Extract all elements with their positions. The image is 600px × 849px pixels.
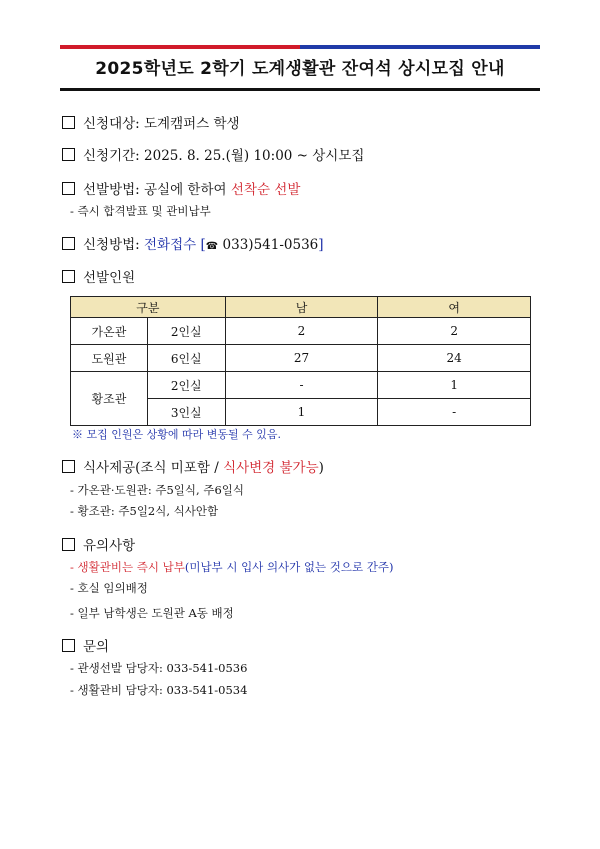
apply-bracket-open: [ — [200, 237, 206, 253]
cell-room: 6인실 — [147, 345, 225, 372]
table-row — [71, 318, 531, 345]
target-value: 도계캠퍼스 학생 — [144, 116, 240, 132]
cell-dorm: 황조관 — [71, 372, 148, 426]
header-female: 여 — [378, 297, 531, 318]
selection-note: ※ 모집 인원은 상황에 따라 변동될 수 있음. — [72, 428, 281, 441]
section-apply — [62, 235, 324, 255]
cell-dorm: 가온관 — [71, 318, 148, 345]
checkbox-square-icon — [62, 182, 75, 195]
cell-male: - — [225, 372, 378, 399]
page-title: 2025학년도 2학기 도계생활관 잔여석 상시모집 안내 — [95, 59, 505, 79]
target-label: 신청대상: — [83, 116, 140, 132]
section-meals — [62, 458, 324, 478]
method-highlight: 선착순 선발 — [230, 182, 301, 198]
period-label: 신청기간: — [83, 148, 140, 164]
meals-label-suffix: ) — [318, 460, 324, 476]
checkbox-square-icon — [62, 237, 75, 250]
meals-label-prefix: 식사제공(조식 미포함 / — [83, 460, 224, 476]
checkbox-square-icon — [62, 639, 75, 652]
checkbox-square-icon — [62, 148, 75, 161]
apply-label: 신청방법: — [83, 237, 140, 253]
contact-item: - 생활관비 담당자: 033-541-0534 — [70, 683, 248, 697]
period-value: 2025. 8. 25.(월) 10:00 ~ 상시모집 — [144, 148, 365, 164]
apply-phone: 033)541-0536 — [222, 237, 319, 253]
title-top-bar-blue — [300, 45, 540, 49]
header-male: 남 — [225, 297, 378, 318]
cell-room: 2인실 — [147, 318, 225, 345]
cell-male: 27 — [225, 345, 378, 372]
notes-item-3: - 일부 남학생은 도원관 A동 배정 — [70, 606, 234, 620]
notes-item-1-highlight: - 생활관비는 즉시 납부 — [70, 560, 185, 574]
cell-room: 2인실 — [147, 372, 225, 399]
notes-item-1-rest: (미납부 시 입사 의사가 없는 것으로 간주) — [184, 560, 394, 574]
method-value: 공실에 한하여 — [144, 182, 227, 198]
cell-dorm: 도원관 — [71, 345, 148, 372]
meals-label-highlight: 식사변경 불가능 — [223, 460, 319, 476]
method-sub: - 즉시 합격발표 및 관비납부 — [70, 204, 211, 218]
cell-male: 2 — [225, 318, 378, 345]
notes-item-1 — [70, 559, 394, 575]
contact-label: 문의 — [83, 639, 110, 655]
apply-bracket-close: ] — [318, 237, 324, 253]
cell-female: - — [378, 399, 531, 426]
notes-item-2: - 호실 임의배정 — [70, 581, 148, 595]
contact-item: - 관생선발 담당자: 033-541-0536 — [70, 661, 248, 675]
table-row — [71, 372, 531, 399]
selection-label: 선발인원 — [83, 270, 136, 286]
method-label: 선발방법: — [83, 182, 140, 198]
phone-icon: ☎ — [205, 241, 219, 252]
selection-table — [70, 296, 531, 426]
checkbox-square-icon — [62, 460, 75, 473]
section-period — [62, 146, 364, 166]
cell-male: 1 — [225, 399, 378, 426]
checkbox-square-icon — [62, 538, 75, 551]
section-notes — [62, 536, 135, 556]
section-contact — [62, 637, 109, 657]
table-header-row — [71, 297, 531, 318]
meals-item: - 황조관: 주5일2식, 식사안함 — [70, 504, 219, 518]
cell-female: 2 — [378, 318, 531, 345]
table-row — [71, 345, 531, 372]
header-category: 구분 — [71, 297, 226, 318]
section-target — [62, 114, 240, 134]
notes-label: 유의사항 — [83, 538, 136, 554]
cell-room: 3인실 — [147, 399, 225, 426]
checkbox-square-icon — [62, 270, 75, 283]
section-method — [62, 180, 300, 200]
cell-female: 1 — [378, 372, 531, 399]
apply-method: 전화접수 — [144, 237, 197, 253]
title-bottom-bar — [60, 88, 540, 91]
checkbox-square-icon — [62, 116, 75, 129]
meals-item: - 가온관·도원관: 주5일식, 주6일식 — [70, 483, 244, 497]
section-selection — [62, 268, 135, 288]
cell-female: 24 — [378, 345, 531, 372]
title-top-bar-red — [60, 45, 300, 49]
